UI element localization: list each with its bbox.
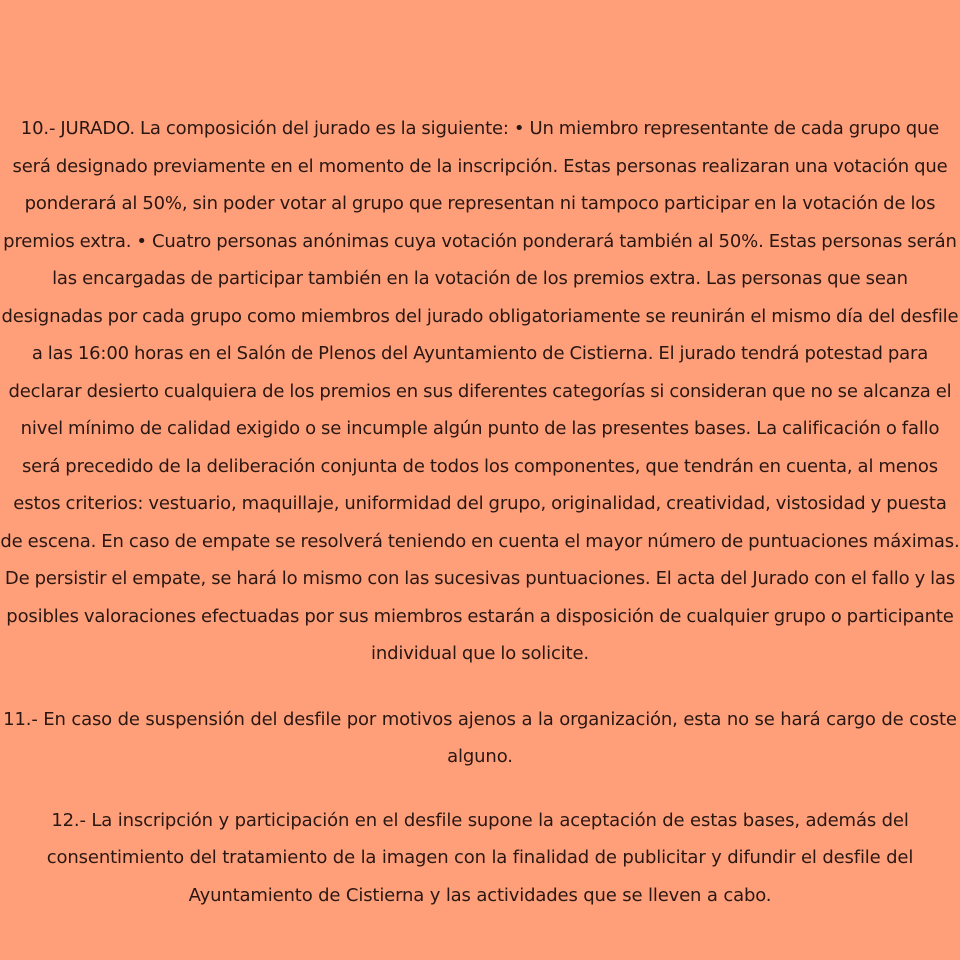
section-10-jurado: 10.- JURADO. La composición del jurado es la siguiente: • Un miembro representante de cada grupo que será designado previamente en el momento de la inscripción. Estas personas realizaran una votación que ponderará al 50%, sin poder votar al grupo que representan ni tampoco participar en la votación de los premios extra. • Cuatro personas anónimas cuya votación ponderará también al 50%. Estas personas serán las encargadas de participar también en la votación de los premios extra. Las personas que sean designadas por cada grupo como miembros del jurado obligatoriamente se reunirán el mismo día del desfile a las 16:00 horas en el Salón de Plenos del Ayuntamiento de Cistierna. El jurado tendrá potestad para declarar desierto cualquiera de los premios en sus diferentes categorías si consideran que no se alcanza el nivel mínimo de calidad exigido o se incumple algún punto de las presentes bases. La calificación o fallo será precedido de la deliberación conjunta de todos los componentes, que tendrán en cuenta, al menos estos criterios: vestuario, maquillaje, uniformidad del grupo, originalidad, creatividad, vistosidad y puesta de escena. En caso de empate se resolverá teniendo en cuenta el mayor número de puntuaciones máximas. De persistir el empate, se hará lo mismo con las sucesivas puntuaciones. El acta del Jurado con el fallo y las posibles valoraciones efectuadas por sus miembros estarán a disposición de cualquier grupo o participante individual que lo solicite. xyxy=(0,118,960,664)
section-12-aceptacion: 12.- La inscripción y participación en el desfile supone la aceptación de estas bases, además del consentimiento del tratamiento de la imagen con la finalidad de publicitar y difundir el desfile del Ayuntamiento de Cistierna y las actividades que se lleven a cabo. xyxy=(46,809,914,906)
section-11-suspension: 11.- En caso de suspensión del desfile por motivos ajenos a la organización, esta no se hará cargo de coste alguno. xyxy=(3,708,957,767)
